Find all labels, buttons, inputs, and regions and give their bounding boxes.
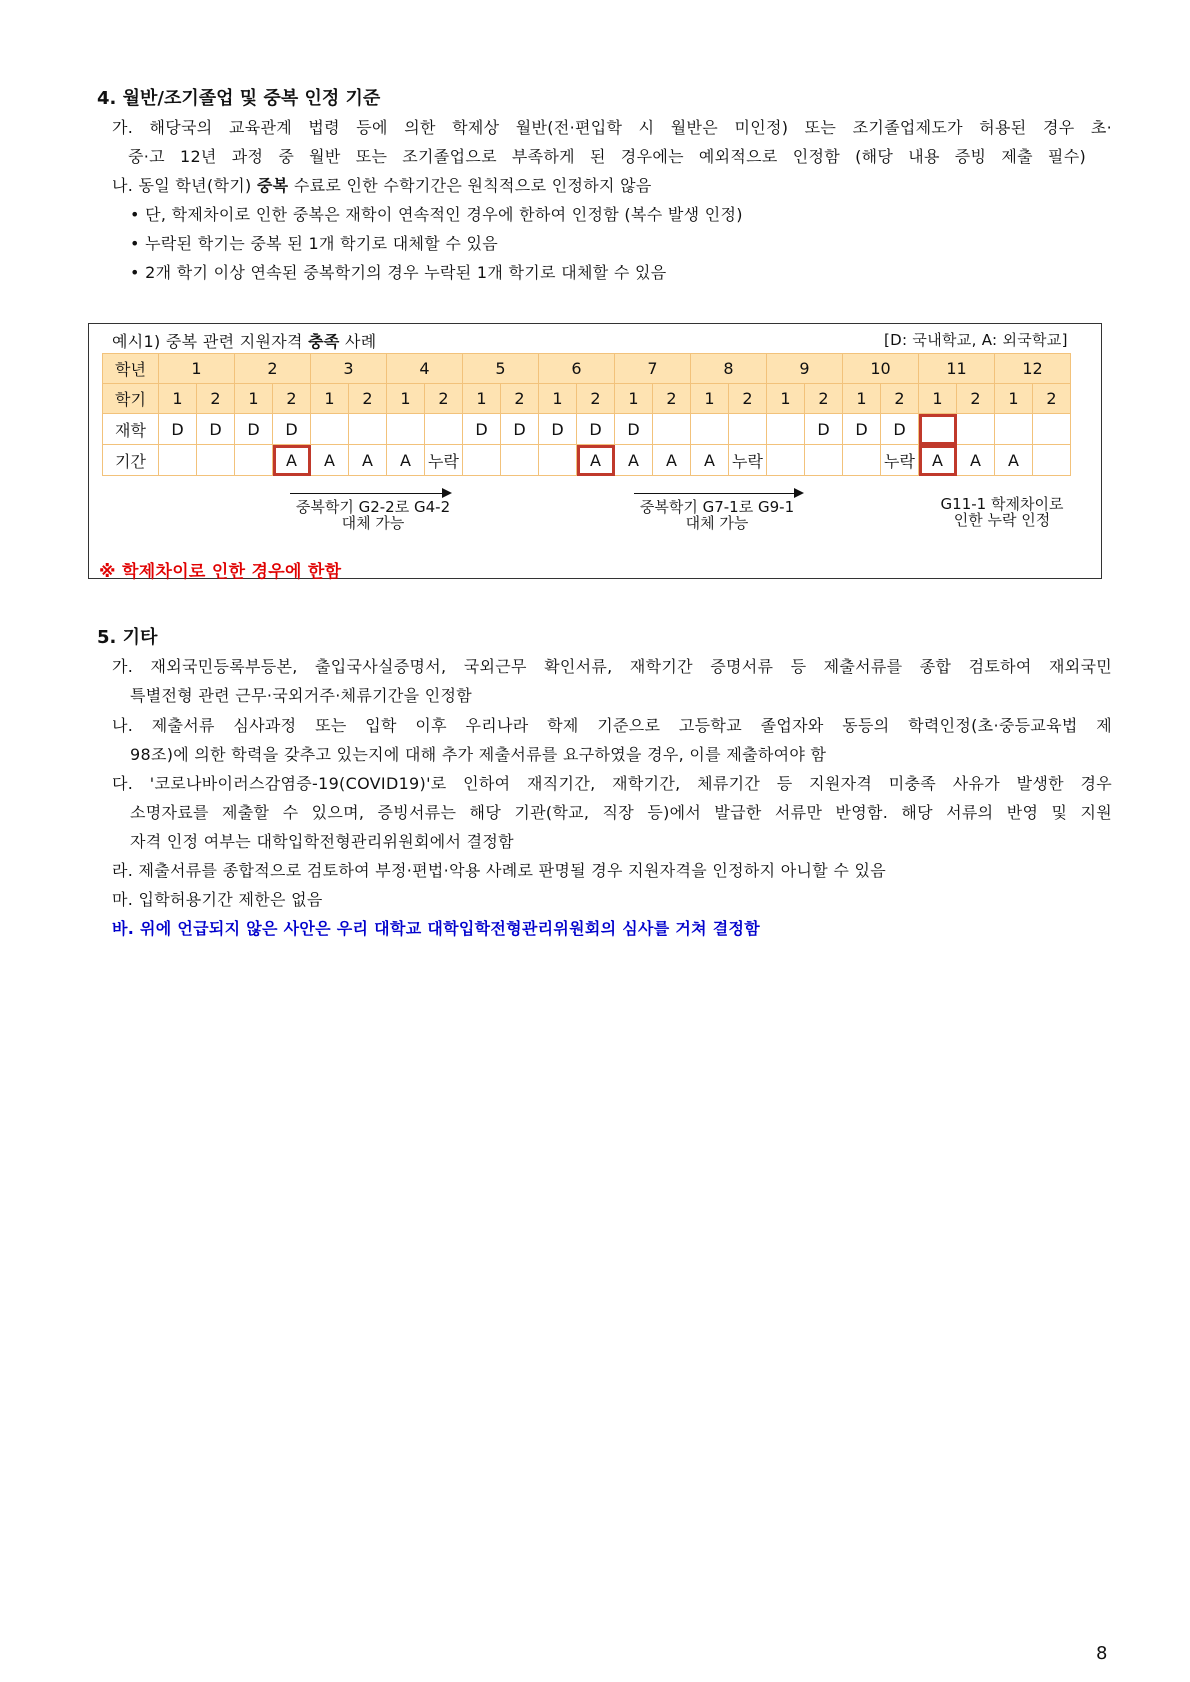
- foreign-cell: 누락: [729, 445, 767, 476]
- na-text-post: 수료로 인한 수학기간은 원칙적으로 인정하지 않음: [288, 176, 652, 195]
- foreign-cell: A: [577, 445, 615, 476]
- domestic-cell: [387, 414, 425, 445]
- semester-cell: 1: [615, 384, 653, 414]
- study-label-2: 기간: [103, 445, 159, 476]
- semester-cell: 1: [311, 384, 349, 414]
- foreign-cell: [501, 445, 539, 476]
- semester-cell: 1: [691, 384, 729, 414]
- domestic-cell: [691, 414, 729, 445]
- annotation-2-line1: 중복학기 G7-1로 G9-1: [639, 498, 795, 516]
- section-5-na-line2: 98조)에 의한 학력을 갖추고 있는지에 대해 추가 제출서류를 요구하였을 경우, 이를 제출하여야 함: [130, 745, 827, 764]
- section-4-title: 4. 월반/조기졸업 및 중복 인정 기준: [97, 88, 381, 109]
- semester-cell: 2: [577, 384, 615, 414]
- foreign-cell: A: [653, 445, 691, 476]
- semester-cell: 1: [159, 384, 197, 414]
- annotation-1-line2: 대체 가능: [341, 514, 405, 532]
- year-cell: 6: [539, 354, 615, 384]
- year-cell: 10: [843, 354, 919, 384]
- semester-cell: 2: [729, 384, 767, 414]
- section-4-ga-line1: 가. 해당국의 교육관계 법령 등에 의한 학제상 월반(전·편입학 시 월반은 미인정) 또는 조기졸업제도가 허용된 경우 초·: [112, 118, 1112, 137]
- semester-cell: 2: [273, 384, 311, 414]
- domestic-row: [103, 414, 1071, 445]
- foreign-cell: A: [273, 445, 311, 476]
- semester-cell: 1: [463, 384, 501, 414]
- year-cell: 5: [463, 354, 539, 384]
- arrow-right-icon: [634, 493, 802, 494]
- semester-cell: 2: [197, 384, 235, 414]
- section-4-ga-line2: 중·고 12년 과정 중 월반 또는 조기졸업으로 부족하게 된 경우에는 예외적으로 인정함 (해당 내용 증빙 제출 필수): [128, 147, 1086, 166]
- year-cell: 9: [767, 354, 843, 384]
- domestic-cell: D: [197, 414, 235, 445]
- semester-cell: 2: [805, 384, 843, 414]
- year-row: [103, 354, 1071, 384]
- semester-cell: 1: [767, 384, 805, 414]
- domestic-cell: D: [463, 414, 501, 445]
- foreign-cell: A: [387, 445, 425, 476]
- year-cell: 12: [995, 354, 1071, 384]
- foreign-cell: A: [311, 445, 349, 476]
- domestic-cell: D: [805, 414, 843, 445]
- bullet-item: • 단, 학제차이로 인한 중복은 재학이 연속적인 경우에 한하여 인정함 (복수 발생 인정): [130, 205, 743, 224]
- section-5-na-line1: 나. 제출서류 심사과정 또는 입학 이후 우리나라 학제 기준으로 고등학교 졸업자와 동등의 학력인정(초·중등교육법 제: [112, 716, 1112, 735]
- domestic-cell: D: [235, 414, 273, 445]
- foreign-cell: [843, 445, 881, 476]
- study-label-1: 재학: [103, 414, 159, 445]
- semester-row-label: 학기: [103, 384, 159, 414]
- na-text-pre: 나. 동일 학년(학기): [112, 176, 257, 195]
- example-legend: [D: 국내학교, A: 외국학교]: [884, 331, 1068, 349]
- annotation-3-line2: 인한 누락 인정: [953, 511, 1051, 529]
- year-cell: 2: [235, 354, 311, 384]
- annotation-3-line1: G11-1 학제차이로: [940, 495, 1064, 513]
- page-number: 8: [1096, 1643, 1108, 1664]
- domestic-cell: [995, 414, 1033, 445]
- section-5-ga-line2: 특별전형 관련 근무·국외거주·체류기간을 인정함: [130, 686, 473, 705]
- foreign-cell: [1033, 445, 1071, 476]
- foreign-cell: 누락: [881, 445, 919, 476]
- foreign-cell: [539, 445, 577, 476]
- section-5-da-line2: 소명자료를 제출할 수 있으며, 증빙서류는 해당 기관(학교, 직장 등)에서 발급한 서류만 반영함. 해당 서류의 반영 및 지원: [130, 803, 1112, 822]
- semester-cell: 2: [425, 384, 463, 414]
- section-5-da-line3: 자격 인정 여부는 대학입학전형관리위원회에서 결정함: [130, 832, 514, 851]
- semester-cell: 1: [235, 384, 273, 414]
- year-cell: 1: [159, 354, 235, 384]
- domestic-cell: [1033, 414, 1071, 445]
- semester-table: [102, 353, 1071, 476]
- arrow-right-icon: [290, 493, 450, 494]
- domestic-cell: [729, 414, 767, 445]
- year-cell: 4: [387, 354, 463, 384]
- domestic-cell: D: [273, 414, 311, 445]
- foreign-cell: [805, 445, 843, 476]
- foreign-cell: A: [957, 445, 995, 476]
- annotation-1: [268, 499, 478, 531]
- year-cell: 8: [691, 354, 767, 384]
- annotation-3: [912, 496, 1092, 528]
- bullet-item: • 2개 학기 이상 연속된 중복학기의 경우 누락된 1개 학기로 대체할 수 있음: [130, 263, 667, 282]
- example-title-post: 사례: [339, 332, 377, 351]
- foreign-cell: A: [691, 445, 729, 476]
- domestic-cell: D: [501, 414, 539, 445]
- semester-cell: 2: [653, 384, 691, 414]
- year-row-label: 학년: [103, 354, 159, 384]
- semester-cell: 1: [539, 384, 577, 414]
- foreign-cell: A: [919, 445, 957, 476]
- foreign-cell: 누락: [425, 445, 463, 476]
- semester-row: [103, 384, 1071, 414]
- domestic-cell: D: [159, 414, 197, 445]
- domestic-cell: [653, 414, 691, 445]
- section-4-na: [112, 173, 652, 196]
- example-title: [112, 329, 377, 352]
- year-cell: 7: [615, 354, 691, 384]
- domestic-cell: [919, 414, 957, 445]
- domestic-cell: [957, 414, 995, 445]
- foreign-cell: A: [995, 445, 1033, 476]
- semester-cell: 1: [843, 384, 881, 414]
- semester-cell: 2: [881, 384, 919, 414]
- domestic-cell: D: [881, 414, 919, 445]
- foreign-cell: [767, 445, 805, 476]
- section-5-ra: 라. 제출서류를 종합적으로 검토하여 부정·편법·악용 사례로 판명될 경우 지원자격을 인정하지 아니할 수 있음: [112, 861, 887, 880]
- domestic-cell: D: [577, 414, 615, 445]
- domestic-cell: [425, 414, 463, 445]
- domestic-cell: [767, 414, 805, 445]
- semester-cell: 2: [501, 384, 539, 414]
- domestic-cell: D: [843, 414, 881, 445]
- foreign-cell: [197, 445, 235, 476]
- semester-cell: 1: [919, 384, 957, 414]
- semester-cell: 1: [995, 384, 1033, 414]
- bullet-item: • 누락된 학기는 중복 된 1개 학기로 대체할 수 있음: [130, 234, 499, 253]
- semester-cell: 2: [349, 384, 387, 414]
- domestic-cell: D: [615, 414, 653, 445]
- section-5-ma: 마. 입학허용기간 제한은 없음: [112, 890, 323, 909]
- semester-cell: 1: [387, 384, 425, 414]
- foreign-row: [103, 445, 1071, 476]
- foreign-cell: A: [615, 445, 653, 476]
- semester-cell: 2: [957, 384, 995, 414]
- annotation-2: [612, 499, 822, 531]
- foreign-cell: [235, 445, 273, 476]
- section-5-ba: 바. 위에 언급되지 않은 사안은 우리 대학교 대학입학전형관리위원회의 심사를 거쳐 결정함: [112, 919, 761, 938]
- domestic-cell: [311, 414, 349, 445]
- domestic-cell: D: [539, 414, 577, 445]
- example-title-bold: 충족: [308, 332, 340, 351]
- domestic-cell: [349, 414, 387, 445]
- year-cell: 3: [311, 354, 387, 384]
- semester-cell: 2: [1033, 384, 1071, 414]
- section-5-title: 5. 기타: [97, 627, 158, 648]
- section-5-ga-line1: 가. 재외국민등록부등본, 출입국사실증명서, 국외근무 확인서류, 재학기간 증명서류 등 제출서류를 종합 검토하여 재외국민: [112, 657, 1112, 676]
- year-cell: 11: [919, 354, 995, 384]
- annotation-2-line2: 대체 가능: [685, 514, 749, 532]
- annotation-1-line1: 중복학기 G2-2로 G4-2: [295, 498, 451, 516]
- example-note: ※ 학제차이로 인한 경우에 한함: [99, 562, 342, 582]
- foreign-cell: A: [349, 445, 387, 476]
- section-5-da-line1: 다. '코로나바이러스감염증-19(COVID19)'로 인하여 재직기간, 재학기간, 체류기간 등 지원자격 미충족 사유가 발생한 경우: [112, 774, 1112, 793]
- na-text-bold: 중복: [256, 176, 289, 195]
- foreign-cell: [463, 445, 501, 476]
- foreign-cell: [159, 445, 197, 476]
- example-title-pre: 예시1) 중복 관련 지원자격: [112, 332, 309, 351]
